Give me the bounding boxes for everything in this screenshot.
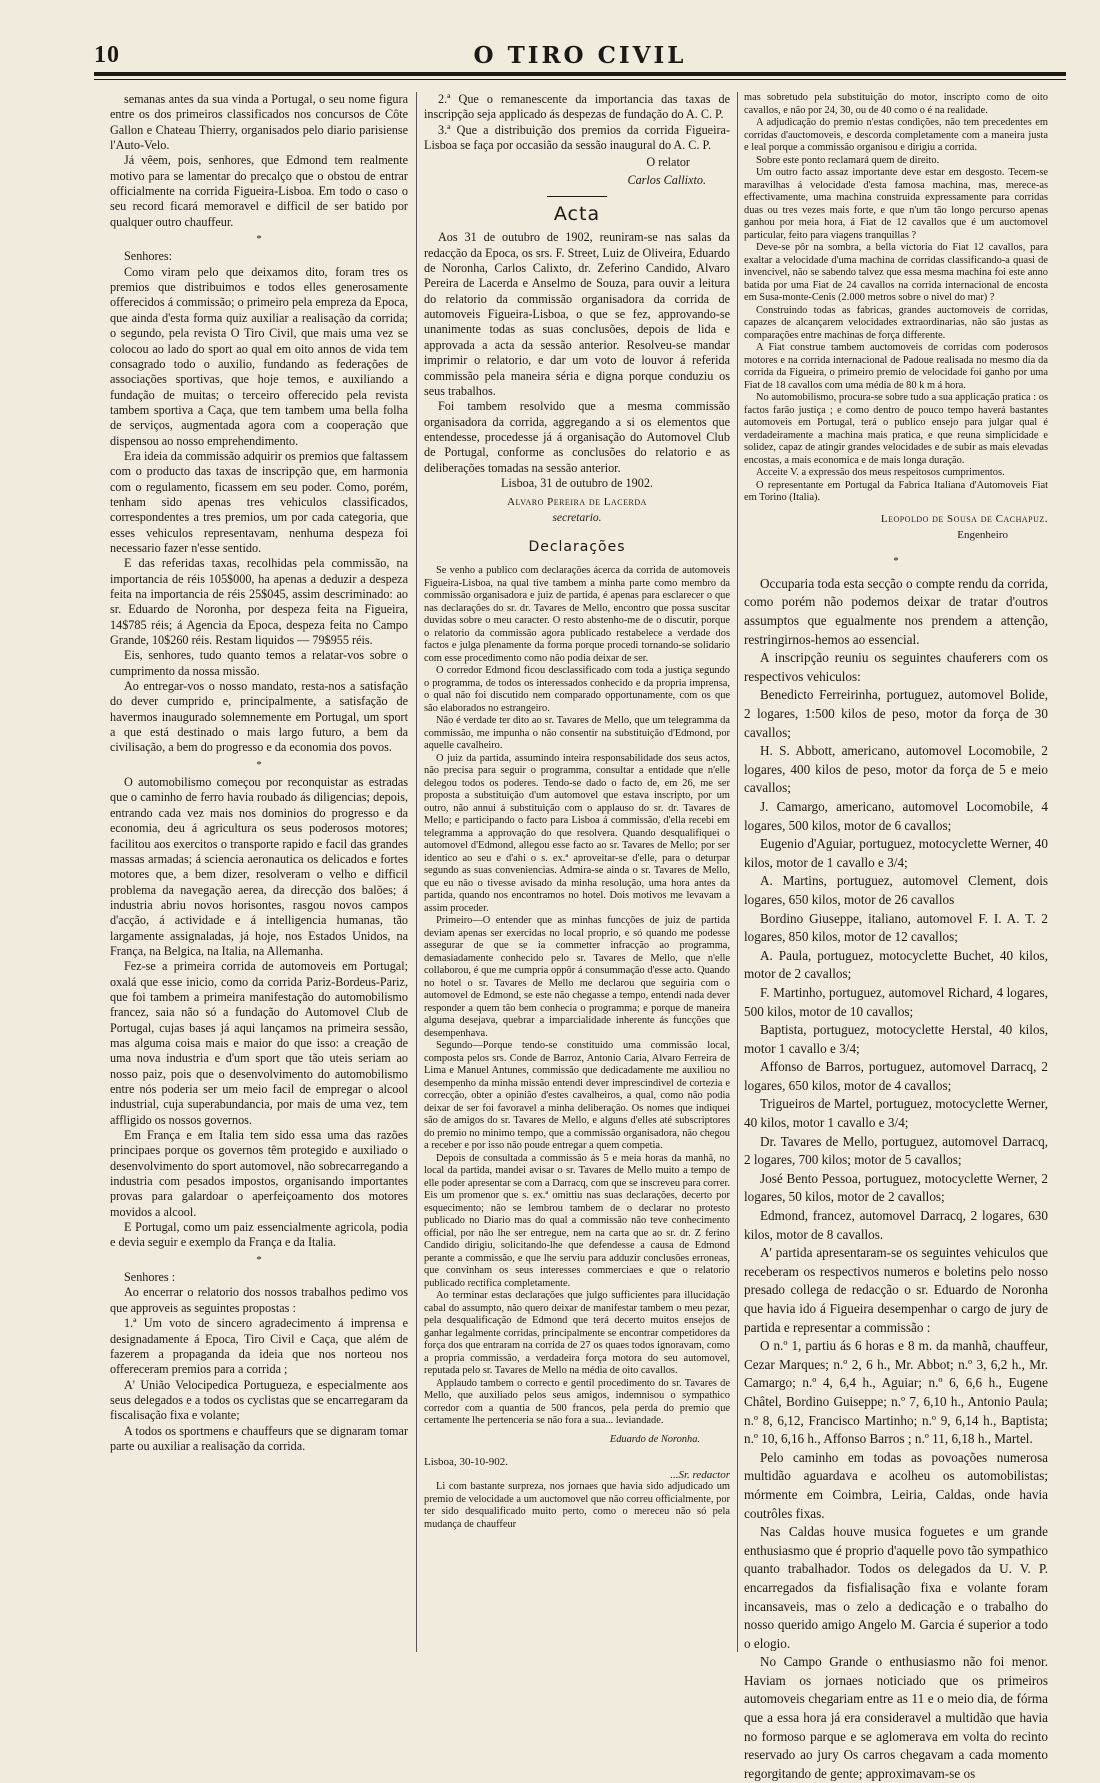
paragraph: Acceite V. a expressão dos meus respeitosos cumprimentos. (756, 467, 1005, 478)
paragraph: Nas Caldas houve musica foguetes e um grande enthusiasmo que é proprio d'aquelle povo tão sympathico quanto trabalhador. Todos os delegados da U. V. P. encarregados da fisfialisação fixa e volante foram incansaveis, mas o zelo a dedicação e o trabalho do nosso querido amigo Angelo M. Garcia é superior a todo o elogio. (744, 1524, 1048, 1651)
paragraph: Ao entregar-vos o nosso mandato, resta-nos a satisfação do dever cumprido e, principalmente, a satisfação de havermos inaugurado solemnemente em Portugal, um sport a que está destinado o mais largo futuro, a bem da civilisação, a bem do progresso e da economia dos povos. (110, 679, 408, 755)
paragraph: O representante em Portugal da Fabrica Italiana d'Automoveis Fiat em Torino (Italia). (744, 479, 1048, 503)
paragraph: Applaudo tambem o correcto e gentil procedimento do sr. Tavares de Mello, que auxiliado pelos seus amigos, indemnisou o sympathico corredor com a quantia de 500 francos, pela perda do premio que certamente lhe pertenceria se não fora a sua... leviandade. (424, 1377, 730, 1427)
paragraph: Se venho a publico com declarações ácerca da corrida de automoveis Figueira-Lisboa, na qual tive tambem a minha parte como membro da commissão organisadora e juiz de partida, é apenas para esclarecer o que nas declarações do sr. dr. Tavares de Mello, encontro que possa suscitar duvidas sobre o meu caracter. O resto abstenho-me de o discutir, porque o relatorio da commissão agora publicado restabelece a verdade dos factos e julga plenamente da forma porque procedi tornando-se solidario com esse procedimento como não podia deixar de ser. (424, 565, 730, 664)
paragraph: No automobilismo, procura-se sobre tudo a sua applicação pratica : os factos farão justiça ; e como dentro de pouco tempo haverá bastantes automoveis em Portugal, terá o publico ensejo para julgar qual é verdadeiramente a machina mais pratica, e que reuna simplicidade e solidez, capaz de atingir grandes velocidades e de subir as mais elevadas encostas, a mais economica e de mais longa duração. (744, 392, 1048, 466)
section-star: * (256, 1253, 262, 1266)
paragraph: Como viram pelo que deixamos dito, foram tres os premios que distribuimos e todos elles generosamente offerecidos á commissão; o primeiro pela empreza da Epoca, que ainda d'esta forma quiz auxiliar a realisação da corrida; o segundo, pela revista O Tiro Civil, que mais uma vez se colocou ao lado do sport ao qual em oito annos de vida tem consagrado todo o auxilio, fundando as federações de associações sportivas, que hoje temos, e auxiliando a fundação de muitas; o terceiro offerecido pela revista tambem sportiva a Caça, que tem tambem uma bella folha de serviços, augmentada agora com a cooperação que dispensou ao nosso emprehendimento. (110, 264, 408, 448)
column-divider-1 (416, 92, 417, 1652)
paragraph: Era ideia da commissão adquirir os premios que faltassem com o producto das taxas de inscripção que, em harmonia com o regulamento, ficassem em seu poder. Como, porém, tenham sido apenas tres vehiculos classificados, correspondentes a tres premios, um por cada categoria, que esses vehiculos representavam, nenhuma despeza foi necessario fazer n'esse sentido. (110, 448, 408, 555)
column-2 (424, 92, 730, 1652)
paragraph: E Portugal, como um paiz essencialmente agricola, podia e devia seguir e exemplo da França e da Italia. (110, 1220, 408, 1250)
paragraph: Benedicto Ferreirinha, portuguez, automovel Bolide, 2 logares, 1:500 kilos de peso, motor da força de 30 cavallos; (744, 687, 1048, 740)
paragraph: Segundo—Porque tendo-se constituido uma commissão local, composta pelos srs. Conde de Barroz, Antonio Caria, Alvaro Ferreira de Lima e Manuel Antunes, commissão que dedicadamente me auxiliou no desempenho da minha missão entendi dever imprescindivel de cortezia e correcção, obter a opinião d'estes cavalheiros, a qual, como não podia deixar de ser foi favoravel a minha deliberação. Os nomes que indiquei são de amigos do sr. Tavares de Mello, e alguns d'elles até subscriptores do premio no minimo tempo, que a commissão organisadora, não chegou a receber e por isso não poude entregar a quem competia. (424, 1040, 730, 1152)
fiat-letter (744, 92, 1048, 542)
paragraph: J. Camargo, americano, automovel Locomobile, 4 logares, 500 kilos, motor de 6 cavallos; (744, 798, 1048, 833)
section-star: * (256, 233, 262, 246)
paragraph: O corredor Edmond ficou desclassificado com toda a justiça segundo o programma, de todos os interessados conhecido e da propria imprensa, o qual não foi discutido nem comparado opportunamente, com os que são elaborados no estrangeiro. (424, 665, 730, 714)
paragraph: Trigueiros de Martel, portuguez, motocyclette Werner, 40 kilos, motor 1 cavallo e 3/4; (744, 1096, 1048, 1131)
paragraph: Eugenio d'Aguiar, portuguez, motocyclette Werner, 40 kilos, motor de 1 cavallo e 3/4; (744, 836, 1048, 870)
paragraph: Baptista, portuguez, motocyclette Herstal, 40 kilos, motor 1 cavallo e 3/4; (744, 1022, 1048, 1056)
page-header (94, 36, 1066, 76)
paragraph: Aos 31 de outubro de 1902, reuniram-se nas salas da redacção da Epoca, os srs. F. Street, Luiz de Oliveira, Eduardo de Noronha, Carlos Calixto, dr. Zeferino Candido, Alvaro Pereira de Lacerda e Anselmo de Souza, para ouvir a leitura do relatorio da commissão organisadora da corrida de automoveis Figueira-Lisboa, o que se fez, approvando-se unanimente todas as suas conclusões, depois de lida e approvada a acta da sessão anterior. Resolveu-se mandar imprimir o relatorio, e dar um voto de louvor á referida commissão pela maneira séria e digna porque conduziu os seus trabalhos. (424, 230, 730, 398)
acta-signature: Alvaro Pereira de Lacerda (507, 496, 647, 509)
paragraph: H. S. Abbott, americano, automovel Locomobile, 2 logares, 400 kilos de peso, motor da força de 5 e meio cavallos; (744, 743, 1048, 796)
paragraph: A. Paula, portuguez, motocyclette Buchet, 40 kilos, motor de 2 cavallos; (744, 947, 1048, 982)
relator-name: Carlos Callixto. (627, 172, 706, 187)
paragraph: Ao encerrar o relatorio dos nossos trabalhos pedimo vos que approveis as seguintes propostas : (110, 1285, 408, 1315)
paragraph: A' partida apresentaram-se os seguintes vehiculos que receberam os respectivos numeros e boletins pelo nosso presado collega de redacção o sr. Eduardo de Noronha que havia ido á Figueira desempenhar o cargo de jury de partida e representar a commissão : (744, 1245, 1048, 1335)
paragraph: Primeiro—O entender que as minhas funcções de juiz de partida deviam apenas ser exercidas no local proprio, e só quando me podesse assegurar de que se ia commetter infracção ao programma, demasiadamente conhecido pelo sr. Tavares de Mello, que n'elle collaborou, é que me cumpria oppôr á consummação d'esse acto. Quando no hotel o sr. Tavares de Mello me declarou que seguiria com o automovel de Edmond, se este não chegasse a tempo, entendi nada dever responder a quem tão bem conhecia o programma; e porque de maneira alguma desejava, quebrar a imparcialidade inherente ás funcções que desempenhava. (424, 915, 730, 1039)
paragraph: José Bento Pessoa, portuguez, motocyclette Werner, 2 logares, 50 kilos, motor de 2 cavallos; (744, 1170, 1048, 1205)
paragraph: Eis, senhores, tudo quanto temos a relatar-vos sobre o cumprimento da nossa missão. (110, 648, 408, 678)
paragraph: Edmond, francez, automovel Darracq, 2 logares, 630 kilos, motor de 8 cavallos. (744, 1208, 1048, 1242)
paragraph: Em França e em Italia tem sido essa uma das razões principaes porque os governos têm protegido e auxiliado o desenvolvimento do sport automovel, não sobrecarregando a industria com pesados impostos, organisando importantes provas para galardoar o aperfeiçoamento dos motores movidos a alcool. (110, 1128, 408, 1219)
header-rule-thick (94, 72, 1066, 76)
paragraph: Ao terminar estas declarações que julgo sufficientes para illucidação cabal do assumpto, não quero deixar de manifestar tambem o meu pezar, pela desqualificação de Edmond que terá decerto muitos ensejos de ganhar legalmente corridas, principalmente se encontrar competidores da força dos que entraram na corrida de 27 os quaes todos ignoravam, como a propria commissão, a verdadeira força motora do seu automovel, reputada pelo sr. Tavares de Mello na média de oito cavallos. (424, 1290, 730, 1377)
paragraph: Dr. Tavares de Mello, portuguez, automovel Darracq, 2 logares, 700 kilos; motor de 5 cavallos; (744, 1133, 1048, 1168)
paragraph: O juiz da partida, assumindo inteira responsabilidade dos seus actos, não precisa para seguir o programma, consultar a entidade que n'elle delegou todos os poderes. Tendo-se dado o facto de, em 26, me ser proposta a substituição d'um automovel que estava inscripto, por um outro, não annui á substituição com o applauso do sr. dr. Tavares de Mello; e participando o facto para Lisboa á commissão, d'ella recebi em telegramma a approvação do que resolvera. Quando desqualifiquei o automovel d'Edmond, allegou esse facto ao sr. Tavares de Mello; por ser identico ao seu e d'ahi o s. ex.ª aproveitar-se d'elle, para o deturpar segundo as suas conveniencias. Admira-se ainda o sr. Tavares de Mello, que eu não o tivesse avisado da minha resolução, uma hora antes da partida, quando nos encontramos no hotel. Dois motivos me levavam a assim proceder. (424, 752, 730, 914)
column-3 (744, 92, 1048, 1781)
column-divider-2 (737, 92, 738, 1652)
page-number: 10 (94, 42, 120, 68)
relator-role: O relator (646, 155, 690, 170)
acta-signature-role: secretario. (552, 511, 602, 524)
paragraph: A todos os sportmens e chauffeurs que se dignaram tomar parte ou auxiliar a realisação da corrida. (110, 1423, 408, 1453)
paragraph: O automobilismo começou por reconquistar as estradas que o caminho de ferro havia roubado ás diligencias; depois, entrando cada vez mais nos dominios do progresso e da economia, deu á agricultura os seus poderosos motores; facilitou aos exercitos o transporte rapido e facil das grandes massas armadas; á sciencia aeronautica os delicados e fortes motores que, a bem dizer, resolveram o velho e difficil problema da navegação aerea, da direcção dos balões; á industria abriu novos horisontes, rasgou novos campos d'acção, á actividade e á intelligencia humanas, tão largamente assignaladas, já hoje, nos Estados Unidos, na França, na Belgica, na Italia, na Allemanha. (110, 775, 408, 958)
paragraph: semanas antes da sua vinda a Portugal, o seu nome figura entre os dos primeiros classificados nos concursos de Côte Gallon e Chateau Thierry, organisados pelo diario parisiense l'Auto-Velo. (110, 92, 408, 153)
journal-title: O TIRO CIVIL (473, 42, 687, 69)
declaracoes-footer-role: ...Sr. redactor (670, 1468, 730, 1481)
acta-heading: Acta (553, 203, 601, 226)
paragraph: Affonso de Barros, portuguez, automovel Darracq, 2 logares, 650 kilos, motor de 4 cavallos; (744, 1059, 1048, 1093)
paragraph: E das referidas taxas, recolhidas pela commissão, na importancia de réis 105$000, ha apenas a deduzir a despeza feita na importancia de réis 25$045, assim descriminado: ao sr. Eduardo de Noronha, por despeza feita na Figueira, 14$785 réis; á Agencia da Epoca, despeza feita no Campo Grande, 10$260 réis. Restam liquidos — 79$955 réis. (110, 556, 408, 648)
column-1 (110, 92, 408, 1652)
paragraph: A. Martins, portuguez, automovel Clement, dois logares, 650 kilos, motor de 26 cavallos (744, 873, 1048, 907)
paragraph: Pelo caminho em todas as povoações numerosa multidão aguardava e acolheu os automobilistas; mórmente em Coimbra, Leiria, Caldas, onde havia coutrôles fixas. (744, 1449, 1048, 1521)
paragraph: Senhores : (124, 1270, 176, 1285)
paragraph: A' União Velocipedica Portugueza, e especialmente aos seus delegados e a todos os cyclistas que se encarregaram da fiscalisação fixa e volante; (110, 1377, 408, 1423)
paragraph: Depois de consultada a commissão ás 5 e meia horas da manhã, no local da partida, mandei avisar o sr. Tavares de Mello muito a tempo de elle poder apresentar se com a Darracq, com que se inscreveu para correr. Eis um promenor que s. ex.ª omittiu nas suas declarações, decerto por esquecimento; não se lembrou tambem de o declarar no protesto publicado no Diario mas do qual a commissão não teve conhecimento official, por não lhe ser entregue, nem na carta que ao sr. dr. Z ferino Candido dirigiu, solicitando-lhe que defendesse a causa de Edmond perante a commissão, e que lhe serviu para adduzir conclusões erroneas, que convinham os seus interesses commerciaes e que o relatorio publicado rectifica completamente. (424, 1152, 730, 1289)
paragraph: Não é verdade ter dito ao sr. Tavares de Mello, que um telegramma da commissão, me impunha o não consentir na substituição d'Edmond, por aquelle cavalheiro. (424, 715, 730, 752)
section-star: * (256, 758, 262, 771)
paragraph: Bordino Giuseppe, italiano, automovel F. I. A. T. 2 logares, 850 kilos, motor de 12 cavallos; (744, 910, 1048, 945)
paragraph: O n.º 1, partiu ás 6 horas e 8 m. da manhã, chauffeur, Cezar Marques; n.º 2, 6 h., Mr. Abbot; n.º 3, 6,2 h., Mr. Camargo; n.º 4, 6,4 h., Aguiar; n.º 6, 6,6 h., Eugene Châtel, Bordino Guiseppe; n.º 7, 6,10 h., Antonio Paula; n.º 8, 6,12, Francisco Martinho; n.º 9, 6,14 h., Baptista; n.º 10, 6,16 h., Affonso Barros ; n.º 11, 6,18 h., Martel. (744, 1338, 1048, 1447)
paragraph: mas sobretudo pela substituição do motor, inscripto como de oito cavallos, e não por 24, 30, ou de 40 como o é na realidade. (744, 92, 1048, 116)
paragraph: A adjudicação do premio n'estas condições, não tem precedentes em corridas d'auctomoveis, e descorda completamente com a maneira justa e leal porque a commissão organisou e dirigiu a corrida. (744, 117, 1048, 153)
paragraph: Occuparia toda esta secção o compte rendu da corrida, como porém não podemos deixar de tratar d'outros assumptos que egualmente nos prendem a attenção, restringirnos-hemos ao essencial. (744, 575, 1048, 647)
paragraph: Construindo todas as fabricas, grandes auctomoveis de corridas, capazes de alcançarem velocidades extraordinarias, não são justas as comparações entre machinas de força differente. (744, 304, 1048, 341)
declaracoes-signature: Eduardo de Noronha. (609, 1433, 700, 1445)
declaracoes-body (424, 565, 730, 1531)
paragraph: Deve-se pôr na sombra, a bella victoria do Fiat 12 cavallos, para exaltar a velocidade d'uma machina de corridas classificando-a quasi de invencivel, não se sabendo talvez que essa mesma machina foi este anno batida por uma Fiat de 24 cavallos na corrida internacional de encosta em Susa-monte-Cenis (2.000 metros sobre o nivel do mar) ? (744, 242, 1048, 303)
header-rule-thin (94, 79, 1066, 80)
paragraph: 2.ª Que o remanescente da importancia das taxas de inscripção seja applicado ás despezas de fundação do A. C. P. (424, 92, 730, 122)
paragraph: Li com bastante surpreza, nos jornaes que havia sido adjudicado um premio de velocidade a um auctomovel que não correu officialmente, por ter sido desqualificado muito perto, como o mereceu não só pela mudança de chauffeur (424, 1481, 730, 1530)
fiat-signature-role: Engenheiro (957, 529, 1008, 541)
paragraph: 1.ª Um voto de sincero agradecimento á imprensa e designadamente á Epoca, Tiro Civil e Caça, que além de fazerem a propaganda da ideia que nos norteou nos offereceram premios para a corrida ; (110, 1316, 408, 1377)
section-divider (547, 196, 607, 197)
paragraph: A inscripção reuniu os seguintes chauferers com os respectivos vehiculos: (744, 650, 1048, 684)
fiat-signature: Leopoldo de Sousa de Cachapuz. (880, 512, 1048, 525)
paragraph: Sobre este ponto reclamará quem de direito. (756, 154, 940, 166)
paragraph: Um outro facto assaz importante deve estar em desgosto. Tecem-se maravilhas á velocidade d'esta famosa machina, mas, merece-as effectivamente, uma machina construida expressamente para corridas duas ou tres vezes mais forte, e que n'um tão longo percurso apenas ganhou por meia hora, á Fiat de 12 cavallos que é um auctomovel particular, feito para viagens tranquillas ? (744, 167, 1048, 241)
race-report (744, 575, 1048, 1783)
paragraph: Já vêem, pois, senhores, que Edmond tem realmente motivo para se lamentar do precalço que o obstou de entrar officialmente na corrida Figueira-Lisboa. Em todo o caso o seu record ficará memoravel e difficil de ser batido por qualquer outro chauffeur. (110, 153, 408, 229)
paragraph: 3.ª Que a distribuição dos premios da corrida Figueira-Lisboa se faça por occasião da sessão inaugural do A. C. P. (424, 122, 730, 153)
acta-date: Lisboa, 31 de outubro de 1902. (501, 475, 653, 490)
paragraph: Foi tambem resolvido que a mesma commissão organisadora da corrida, aggregando a si os elementos que entendesse, procedesse já á organisação do Automovel Club de Portugal, conforme as conclusões do relatorio e as deliberações tomadas na sessão anterior. (424, 399, 730, 475)
paragraph: No Campo Grande o enthusiasmo não foi menor. Haviam os jornaes noticiado que os primeiros automoveis chegariam entre as 11 e o meio dia, de fórma que a essa hora já era consideravel a multidão que havia no formoso parque e se aglomerava em volta do recinto reservado ao jury Os carros chegavam a cada momento regorgitando de gente; approximavam-se os (744, 1654, 1048, 1781)
declaracoes-heading: Declarações (528, 538, 626, 555)
paragraph: A Fiat construe tambem auctomoveis de corridas com poderosos motores e na corrida internacional de Padoue realisada no mesmo dia da corrida da Figueira, o primeiro premio de velocidade foi ganho por uma Fiat de 18 cavallos com uma média de 80 k m á hora. (744, 342, 1048, 391)
paragraph: F. Martinho, portuguez, automovel Richard, 4 logares, 500 kilos, motor de 10 cavallos; (744, 984, 1048, 1019)
declaracoes-date: Lisboa, 30-10-902. (424, 1456, 509, 1469)
paragraph: Fez-se a primeira corrida de automoveis em Portugal; oxalá que esse inicio, como da corrida Pariz-Bordeus-Pariz, que foi tambem a primeira manifestação do automobilismo francez, saia não só a fundação do Automovel Club de Portugal, cujas bases já aqui lançamos na primeira sessão, mas alguma coisa mais e maior do que isso: a creação de uma nova industria e d'um sport que tão uteis seriam ao nosso paiz, pois que o desenvolvimento do automobilismo entre nós poderia ser um meio facil de empregar o alcool industrial, cuja superabundancia, por mais de uma vez, tem affligido os nossos governos. (110, 959, 408, 1127)
section-star: * (893, 554, 899, 567)
paragraph: Senhores: (124, 249, 173, 264)
